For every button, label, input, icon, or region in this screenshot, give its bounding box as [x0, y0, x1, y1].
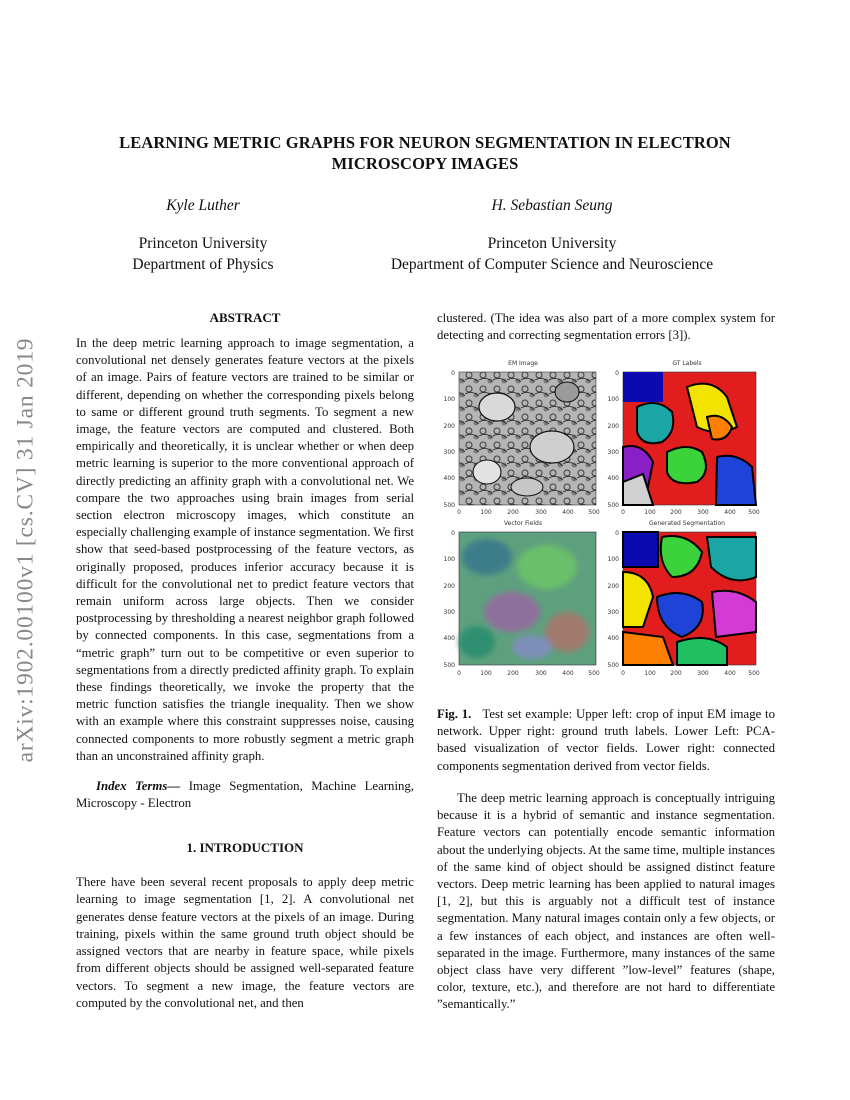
y-ticks-top-right [608, 370, 620, 509]
x-tick: 200 [507, 670, 519, 677]
x-tick: 0 [621, 509, 625, 516]
y-ticks-bottom-right [608, 530, 620, 669]
y-tick: 400 [607, 475, 619, 482]
y-tick: 0 [451, 370, 455, 377]
paper-title [60, 132, 790, 174]
y-tick: 200 [607, 423, 619, 430]
intro-text: There have been several recent proposals to apply deep metric learning to image segmentation [1, 2]. A convolutional net generates dense feature vectors at the pixels of an image. During training, pixels within the same ground truth object should be assigned vectors that are nearby in feature space, while pixels from different objects should be assigned well-separated feature vectors. To segment a new image, the feature vectors are computed by the convolutional net, and then [76, 875, 414, 1010]
x-tick: 400 [562, 670, 574, 677]
y-tick: 0 [615, 530, 619, 537]
figure-caption-label: Fig. 1. [437, 707, 472, 721]
x-tick: 100 [644, 509, 656, 516]
affiliation-university: Princeton University [487, 235, 617, 252]
x-tick: 500 [748, 509, 760, 516]
abstract-heading: ABSTRACT [209, 310, 281, 325]
x-ticks-top-left [457, 509, 600, 516]
affiliation-department: Department of Physics [132, 255, 274, 273]
y-tick: 200 [443, 583, 455, 590]
y-tick: 300 [443, 609, 455, 616]
y-tick: 400 [443, 635, 455, 642]
y-tick: 300 [607, 449, 619, 456]
y-tick: 500 [443, 502, 455, 509]
index-terms-label: Index Terms— [96, 778, 181, 793]
figure-caption [437, 706, 775, 775]
y-tick: 100 [443, 396, 455, 403]
author-affiliation-2 [367, 234, 737, 275]
right-top-text: clustered. (The idea was also part of a more complex system for detecting and correcting segmentation errors [3]). [437, 311, 775, 343]
x-ticks-bottom-right [621, 670, 760, 677]
x-tick: 300 [535, 509, 547, 516]
author-affiliation-1 [93, 234, 313, 275]
author-name-1: Kyle Luther [166, 197, 240, 214]
x-tick: 100 [644, 670, 656, 677]
abstract-text: In the deep metric learning approach to image segmentation, a convolutional net densely generates feature vectors at the pixels of an image. Pairs of feature vectors are trained to be similar or different, depending on whether the corresponding pixels belong to same or different ground truth segments. To segment a new image, the feature vectors are computed and clustered. Both empirically and theoretically, it is unclear whether or when deep metric learning is superior to the more conventional approach of directly predicting an affinity graph with a convolutional net. We compare the two approaches using brain images from serial section electron microscopy images, which constitute an especially challenging example of instance segmentation. We first show that seed-based postprocessing of the feature vectors, as originally proposed, produces inferior accuracy because it is difficult for the convolutional net to predict feature vectors that remain uniform across large objects. Then we consider postprocessing by thresholding a nearest neighbor graph followed by connected components. In this case, segmentations from a “metric graph” turn out to be competitive or even superior to segmentations from a directly predicted affinity graph. To explain these findings theoretically, we invoke the property that the metric function satisfies the triangle inequality. Then we show with an example where this constraint suppresses noise, causing connected components to more robustly segment a metric graph than an unconstrained affinity graph. [76, 336, 414, 763]
title-line-2: MICROSCOPY IMAGES [331, 154, 519, 173]
x-tick: 400 [724, 509, 736, 516]
x-tick: 200 [507, 509, 519, 516]
panel-title-gt: GT Labels [672, 360, 702, 367]
em-image-panel [459, 372, 596, 505]
index-terms [76, 778, 414, 812]
x-tick: 500 [588, 509, 600, 516]
y-tick: 0 [451, 530, 455, 537]
affiliation-department: Department of Computer Science and Neuroscience [390, 255, 714, 273]
figure-caption-text: Test set example: Upper left: crop of input EM image to network. Upper right: ground truth labels. Lower Left: PCA-based visualization of vector fields. Lower right: connected components segmentation derived from vector fields. [437, 707, 775, 773]
y-ticks-top-left [444, 370, 456, 509]
x-tick: 0 [457, 670, 461, 677]
figure-1-panels [437, 357, 775, 687]
panel-title-vector: Vector Fields [503, 520, 543, 527]
y-tick: 200 [443, 423, 455, 430]
right-body-text: The deep metric learning approach is conceptually intriguing because it is a hybrid of semantic and instance segmentation. Feature vectors can potentially encode semantic information about the underlying objects. At the same time, multiple instances of the same kind of object should be assigned distinct feature vectors. Deep metric learning has been applied to natural images [1, 2], but this is arguably not a difficult test of instance segmentation. Many natural images contain only a few objects, or a few instances of each object, and instances are often well-separated in the image. Furthermore, many instances of the same object class have very different ”low-level” features (shape, color, texture, etc.), and therefore are not hard to differentiate ”semantically.” [437, 791, 775, 1012]
y-ticks-bottom-left [444, 530, 456, 669]
figure-1 [437, 357, 775, 687]
y-tick: 400 [607, 635, 619, 642]
left-column [76, 310, 414, 1025]
y-tick: 400 [443, 475, 455, 482]
x-tick: 300 [697, 509, 709, 516]
x-tick: 200 [670, 670, 682, 677]
gt-labels-panel [623, 372, 756, 505]
intro-heading: 1. INTRODUCTION [186, 840, 304, 856]
x-tick: 0 [457, 509, 461, 516]
y-tick: 300 [607, 609, 619, 616]
vector-fields-panel [459, 532, 596, 665]
x-tick: 100 [480, 670, 492, 677]
x-tick: 100 [480, 509, 492, 516]
y-tick: 100 [607, 396, 619, 403]
title-line-1: LEARNING METRIC GRAPHS FOR NEURON SEGMENTATION IN ELECTRON [119, 133, 731, 152]
x-tick: 300 [535, 670, 547, 677]
x-tick: 300 [697, 670, 709, 677]
generated-segmentation-panel [623, 532, 756, 665]
x-tick: 400 [562, 509, 574, 516]
x-tick: 200 [670, 509, 682, 516]
x-tick: 500 [588, 670, 600, 677]
y-tick: 100 [443, 556, 455, 563]
arxiv-id: arXiv:1902.00100v1 [cs.CV] 31 Jan 2019 [12, 337, 39, 763]
affiliation-university: Princeton University [138, 235, 268, 252]
author-name-2: H. Sebastian Seung [491, 197, 613, 214]
x-tick: 500 [748, 670, 760, 677]
y-tick: 200 [607, 583, 619, 590]
panel-title-em: EM Image [508, 360, 538, 367]
x-tick: 0 [621, 670, 625, 677]
y-tick: 500 [607, 662, 619, 669]
x-tick: 400 [724, 670, 736, 677]
y-tick: 500 [443, 662, 455, 669]
x-ticks-bottom-left [457, 670, 600, 677]
arxiv-sidebar [8, 300, 44, 800]
y-tick: 100 [607, 556, 619, 563]
index-terms-text: Image Segmentation, Machine Learning, Microscopy - Electron [76, 778, 415, 811]
y-tick: 300 [443, 449, 455, 456]
y-tick: 500 [607, 502, 619, 509]
x-ticks-top-right [621, 509, 760, 516]
y-tick: 0 [615, 370, 619, 377]
panel-title-gen: Generated Segmentation [649, 520, 725, 527]
